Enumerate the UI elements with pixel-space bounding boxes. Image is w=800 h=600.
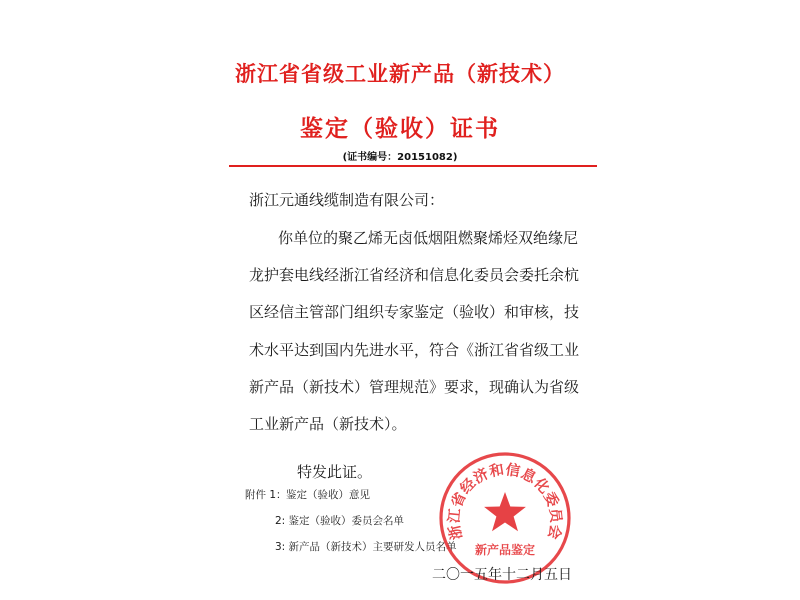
seal-ring-text: 浙江省经济和信息化委员会 <box>446 462 564 542</box>
body-text-line: 术水平达到国内先进水平，符合《浙江省省级工业 <box>249 341 580 359</box>
body-text-line: 工业新产品（新技术）。 <box>249 415 407 433</box>
attachment-item: 2: 鉴定（验收）委员会名单 <box>275 515 405 527</box>
closing-statement: 特发此证。 <box>297 463 373 481</box>
body-text-line: 区经信主管部门组织专家鉴定（验收）和审核，技 <box>249 303 580 321</box>
attachment-item: 鉴定（验收）意见 <box>286 489 370 501</box>
issue-date: 二〇一五年十二月五日 <box>432 567 572 583</box>
attachments-label: 附件 1： <box>245 489 287 501</box>
certificate-number: (证书编号：20151082) <box>342 152 458 163</box>
header-divider <box>229 165 597 167</box>
recipient-salutation: 浙江元通线缆制造有限公司： <box>249 191 445 209</box>
body-text-line: 新产品（新技术）管理规范》要求，现确认为省级 <box>249 378 580 396</box>
seal-center-text: 新产品鉴定 <box>474 543 536 557</box>
attachment-item: 3: 新产品（新技术）主要研发人员名单 <box>275 541 457 553</box>
body-text-line: 龙护套电线经浙江省经济和信息化委员会委托余杭 <box>249 266 580 284</box>
certificate-title-line1: 浙江省省级工业新产品（新技术） <box>235 62 565 86</box>
certificate-title-line2: 鉴定（验收）证书 <box>300 116 500 142</box>
body-text-line: 你单位的聚乙烯无卤低烟阻燃聚烯烃双绝缘尼 <box>278 229 579 247</box>
star-icon <box>484 492 526 531</box>
